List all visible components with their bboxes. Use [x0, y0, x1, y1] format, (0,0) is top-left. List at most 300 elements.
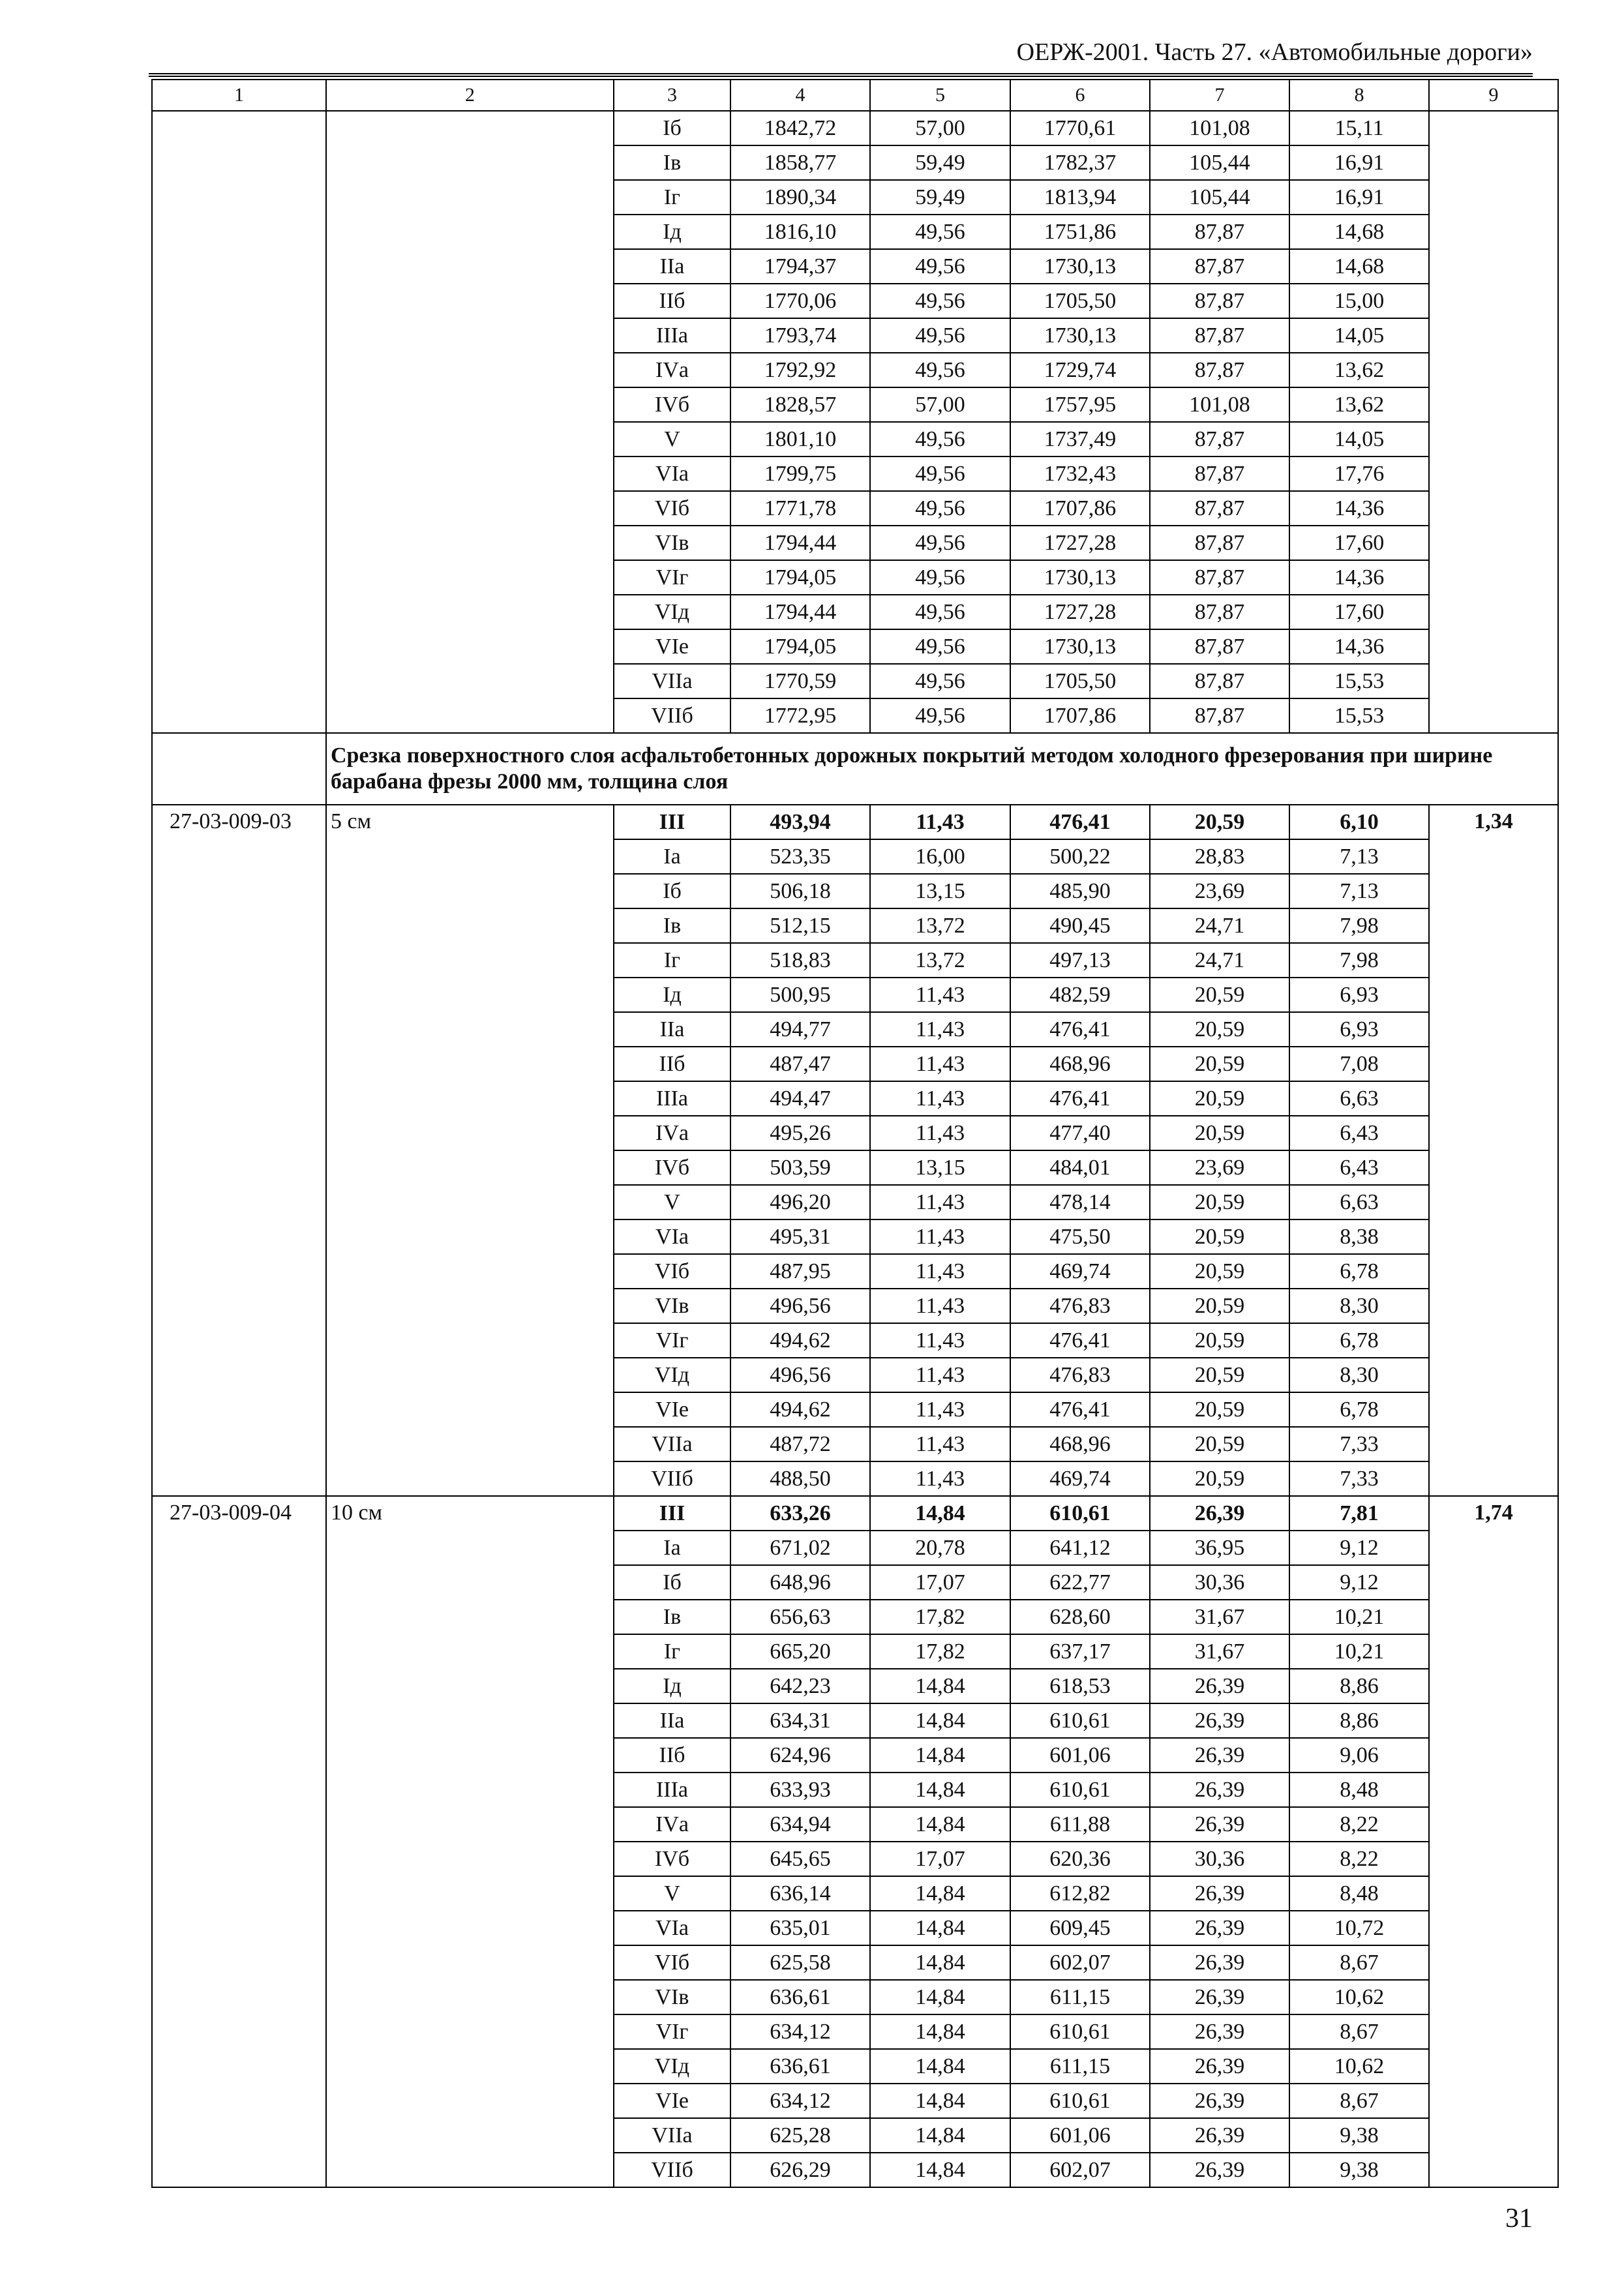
total-cost-cell: 633,93 [730, 1773, 870, 1807]
machinist-wages-cell: 23,69 [1150, 874, 1289, 908]
zone-cell: IIIа [614, 318, 730, 353]
machines-cell: 476,83 [1010, 1358, 1150, 1392]
machines-cell: 1732,43 [1010, 456, 1150, 491]
materials-cell: 7,13 [1289, 839, 1429, 874]
machines-cell: 1757,95 [1010, 387, 1150, 422]
materials-cell: 7,13 [1289, 874, 1429, 908]
materials-cell: 6,78 [1289, 1323, 1429, 1358]
machines-cell: 482,59 [1010, 978, 1150, 1012]
total-cost-cell: 1858,77 [730, 145, 870, 180]
machinist-wages-cell: 20,59 [1150, 1081, 1289, 1116]
materials-cell: 7,33 [1289, 1427, 1429, 1461]
machinist-wages-cell: 20,59 [1150, 1185, 1289, 1219]
rates-table [151, 79, 1559, 2188]
wages-cell: 49,56 [870, 698, 1010, 733]
wages-cell: 11,43 [870, 805, 1010, 839]
materials-cell: 9,12 [1289, 1531, 1429, 1565]
machines-cell: 1730,13 [1010, 318, 1150, 353]
wages-cell: 49,56 [870, 284, 1010, 318]
materials-cell: 14,68 [1289, 215, 1429, 249]
zone-cell: VIд [614, 595, 730, 629]
materials-cell: 8,86 [1289, 1669, 1429, 1703]
machinist-wages-cell: 20,59 [1150, 1392, 1289, 1427]
machines-cell: 1707,86 [1010, 491, 1150, 526]
materials-cell: 17,60 [1289, 526, 1429, 560]
materials-cell: 10,62 [1289, 2049, 1429, 2084]
materials-cell: 8,67 [1289, 2084, 1429, 2118]
materials-cell: 10,72 [1289, 1911, 1429, 1945]
zone-cell: Iд [614, 215, 730, 249]
materials-cell: 6,63 [1289, 1081, 1429, 1116]
total-cost-cell: 1794,05 [730, 560, 870, 595]
coefficient: 1,34 [1429, 805, 1558, 1496]
zone-cell: Iг [614, 943, 730, 978]
wages-cell: 49,56 [870, 456, 1010, 491]
zone-cell: IIа [614, 1703, 730, 1738]
machinist-wages-cell: 20,59 [1150, 1461, 1289, 1496]
machines-cell: 484,01 [1010, 1150, 1150, 1185]
materials-cell: 13,62 [1289, 353, 1429, 387]
total-cost-cell: 636,14 [730, 1876, 870, 1911]
wages-cell: 11,43 [870, 1323, 1010, 1358]
total-cost-cell: 493,94 [730, 805, 870, 839]
wages-cell: 11,43 [870, 1427, 1010, 1461]
materials-cell: 6,10 [1289, 805, 1429, 839]
total-cost-cell: 626,29 [730, 2153, 870, 2187]
column-number: 9 [1429, 80, 1558, 111]
machinist-wages-cell: 26,39 [1150, 1980, 1289, 2014]
zone-cell: IVб [614, 1150, 730, 1185]
total-cost-cell: 1792,92 [730, 353, 870, 387]
machines-cell: 610,61 [1010, 1703, 1150, 1738]
zone-cell: IVб [614, 387, 730, 422]
zone-cell: IIб [614, 1738, 730, 1773]
machinist-wages-cell: 26,39 [1150, 1945, 1289, 1980]
zone-cell: VIIб [614, 2153, 730, 2187]
materials-cell: 16,91 [1289, 145, 1429, 180]
machines-cell: 485,90 [1010, 874, 1150, 908]
zone-cell: V [614, 1185, 730, 1219]
zone-cell: IVа [614, 1116, 730, 1150]
total-cost-cell: 506,18 [730, 874, 870, 908]
machinist-wages-cell: 87,87 [1150, 698, 1289, 733]
wages-cell: 14,84 [870, 2153, 1010, 2187]
machinist-wages-cell: 105,44 [1150, 145, 1289, 180]
machinist-wages-cell: 87,87 [1150, 318, 1289, 353]
total-cost-cell: 636,61 [730, 2049, 870, 2084]
machines-cell: 1729,74 [1010, 353, 1150, 387]
section-title: Срезка поверхностного слоя асфальтобетонных дорожных покрытий методом холодного фрезерования при ширине барабана фрезы 2000 мм, толщина слоя [326, 733, 1558, 805]
wages-cell: 49,56 [870, 249, 1010, 284]
total-cost-cell: 636,61 [730, 1980, 870, 2014]
wages-cell: 11,43 [870, 1081, 1010, 1116]
wages-cell: 49,56 [870, 422, 1010, 456]
total-cost-cell: 1770,06 [730, 284, 870, 318]
materials-cell: 17,60 [1289, 595, 1429, 629]
machinist-wages-cell: 20,59 [1150, 1323, 1289, 1358]
machinist-wages-cell: 31,67 [1150, 1634, 1289, 1669]
machines-cell: 1727,28 [1010, 526, 1150, 560]
machinist-wages-cell: 26,39 [1150, 1496, 1289, 1531]
total-cost-cell: 494,62 [730, 1392, 870, 1427]
wages-cell: 14,84 [870, 1876, 1010, 1911]
total-cost-cell: 495,31 [730, 1219, 870, 1254]
wages-cell: 14,84 [870, 1773, 1010, 1807]
materials-cell: 14,36 [1289, 629, 1429, 664]
machinist-wages-cell: 26,39 [1150, 1911, 1289, 1945]
wages-cell: 13,72 [870, 943, 1010, 978]
machinist-wages-cell: 87,87 [1150, 664, 1289, 698]
machinist-wages-cell: 26,39 [1150, 1703, 1289, 1738]
machines-cell: 478,14 [1010, 1185, 1150, 1219]
total-cost-cell: 1794,37 [730, 249, 870, 284]
total-cost-cell: 671,02 [730, 1531, 870, 1565]
machines-cell: 476,83 [1010, 1289, 1150, 1323]
machines-cell: 500,22 [1010, 839, 1150, 874]
materials-cell: 15,53 [1289, 664, 1429, 698]
wages-cell: 16,00 [870, 839, 1010, 874]
zone-cell: IIб [614, 1047, 730, 1081]
machinist-wages-cell: 26,39 [1150, 2084, 1289, 2118]
machines-cell: 622,77 [1010, 1565, 1150, 1600]
wages-cell: 13,72 [870, 908, 1010, 943]
zone-cell: VIв [614, 1289, 730, 1323]
materials-cell: 7,98 [1289, 908, 1429, 943]
machines-cell: 475,50 [1010, 1219, 1150, 1254]
machinist-wages-cell: 26,39 [1150, 2153, 1289, 2187]
wages-cell: 11,43 [870, 1358, 1010, 1392]
header-double-rule [149, 73, 1533, 77]
table-row [152, 1496, 1558, 1531]
machines-cell: 601,06 [1010, 1738, 1150, 1773]
machines-cell: 1705,50 [1010, 284, 1150, 318]
wages-cell: 11,43 [870, 1185, 1010, 1219]
machinist-wages-cell: 26,39 [1150, 1738, 1289, 1773]
wages-cell: 14,84 [870, 1980, 1010, 2014]
machinist-wages-cell: 87,87 [1150, 215, 1289, 249]
zone-cell: VIIа [614, 664, 730, 698]
materials-cell: 8,38 [1289, 1219, 1429, 1254]
machinist-wages-cell: 87,87 [1150, 526, 1289, 560]
wages-cell: 14,84 [870, 1807, 1010, 1842]
zone-cell: VIд [614, 2049, 730, 2084]
total-cost-cell: 634,12 [730, 2014, 870, 2049]
total-cost-cell: 1770,59 [730, 664, 870, 698]
wages-cell: 14,84 [870, 1703, 1010, 1738]
total-cost-cell: 634,94 [730, 1807, 870, 1842]
wages-cell: 14,84 [870, 1911, 1010, 1945]
machinist-wages-cell: 101,08 [1150, 387, 1289, 422]
machinist-wages-cell: 20,59 [1150, 1427, 1289, 1461]
zone-cell: VIе [614, 1392, 730, 1427]
machinist-wages-cell: 87,87 [1150, 353, 1289, 387]
materials-cell: 16,91 [1289, 180, 1429, 215]
total-cost-cell: 1801,10 [730, 422, 870, 456]
materials-cell: 6,43 [1289, 1116, 1429, 1150]
materials-cell: 6,78 [1289, 1392, 1429, 1427]
total-cost-cell: 487,95 [730, 1254, 870, 1289]
materials-cell: 7,81 [1289, 1496, 1429, 1531]
wages-cell: 17,82 [870, 1634, 1010, 1669]
machines-cell: 1705,50 [1010, 664, 1150, 698]
materials-cell: 10,21 [1289, 1600, 1429, 1634]
section-code-cell [152, 733, 326, 805]
machinist-wages-cell: 20,59 [1150, 978, 1289, 1012]
machines-cell: 490,45 [1010, 908, 1150, 943]
materials-cell: 14,68 [1289, 249, 1429, 284]
materials-cell: 14,05 [1289, 318, 1429, 353]
machinist-wages-cell: 87,87 [1150, 456, 1289, 491]
machinist-wages-cell: 26,39 [1150, 1669, 1289, 1703]
machinist-wages-cell: 31,67 [1150, 1600, 1289, 1634]
total-cost-cell: 645,65 [730, 1842, 870, 1876]
machines-cell: 476,41 [1010, 1012, 1150, 1047]
machines-cell: 1707,86 [1010, 698, 1150, 733]
materials-cell: 10,21 [1289, 1634, 1429, 1669]
materials-cell: 14,05 [1289, 422, 1429, 456]
column-number: 1 [152, 80, 326, 111]
machines-cell: 610,61 [1010, 2014, 1150, 2049]
materials-cell: 15,00 [1289, 284, 1429, 318]
wages-cell: 11,43 [870, 1289, 1010, 1323]
wages-cell: 14,84 [870, 2118, 1010, 2153]
materials-cell: 10,62 [1289, 1980, 1429, 2014]
machines-cell: 468,96 [1010, 1047, 1150, 1081]
materials-cell: 9,38 [1289, 2118, 1429, 2153]
section-header-row [152, 733, 1558, 805]
materials-cell: 8,67 [1289, 1945, 1429, 1980]
wages-cell: 49,56 [870, 526, 1010, 560]
materials-cell: 6,93 [1289, 1012, 1429, 1047]
total-cost-cell: 634,31 [730, 1703, 870, 1738]
total-cost-cell: 1771,78 [730, 491, 870, 526]
zone-cell: VIе [614, 2084, 730, 2118]
layer-thickness: 5 см [326, 805, 614, 1496]
total-cost-cell: 625,58 [730, 1945, 870, 1980]
zone-cell: Iв [614, 145, 730, 180]
machinist-wages-cell: 20,59 [1150, 1289, 1289, 1323]
zone-cell: IIIа [614, 1081, 730, 1116]
materials-cell: 8,67 [1289, 2014, 1429, 2049]
machinist-wages-cell: 87,87 [1150, 491, 1289, 526]
zone-cell: IIа [614, 249, 730, 284]
rate-code: 27-03-009-03 [152, 805, 326, 1496]
zone-cell: Iа [614, 839, 730, 874]
wages-cell: 11,43 [870, 1461, 1010, 1496]
total-cost-cell: 624,96 [730, 1738, 870, 1773]
column-number: 4 [730, 80, 870, 111]
total-cost-cell: 496,56 [730, 1289, 870, 1323]
zone-cell: Iб [614, 874, 730, 908]
machinist-wages-cell: 20,59 [1150, 1012, 1289, 1047]
column-number: 5 [870, 80, 1010, 111]
machinist-wages-cell: 26,39 [1150, 2118, 1289, 2153]
machines-cell: 468,96 [1010, 1427, 1150, 1461]
materials-cell: 8,30 [1289, 1289, 1429, 1323]
wages-cell: 20,78 [870, 1531, 1010, 1565]
materials-cell: 6,63 [1289, 1185, 1429, 1219]
total-cost-cell: 494,62 [730, 1323, 870, 1358]
machinist-wages-cell: 87,87 [1150, 629, 1289, 664]
zone-cell: VIд [614, 1358, 730, 1392]
zone-cell: VIб [614, 1945, 730, 1980]
wages-cell: 49,56 [870, 595, 1010, 629]
machines-cell: 637,17 [1010, 1634, 1150, 1669]
machinist-wages-cell: 24,71 [1150, 943, 1289, 978]
zone-cell: Iв [614, 908, 730, 943]
machines-cell: 1730,13 [1010, 249, 1150, 284]
total-cost-cell: 1794,44 [730, 526, 870, 560]
wages-cell: 14,84 [870, 1738, 1010, 1773]
zone-cell: VIа [614, 1911, 730, 1945]
total-cost-cell: 487,72 [730, 1427, 870, 1461]
materials-cell: 7,08 [1289, 1047, 1429, 1081]
wages-cell: 59,49 [870, 145, 1010, 180]
zone-cell: VIе [614, 629, 730, 664]
machinist-wages-cell: 26,39 [1150, 1807, 1289, 1842]
zone-cell: VIIа [614, 1427, 730, 1461]
wages-cell: 17,82 [870, 1600, 1010, 1634]
zone-cell: VIIб [614, 1461, 730, 1496]
machinist-wages-cell: 87,87 [1150, 249, 1289, 284]
materials-cell: 9,12 [1289, 1565, 1429, 1600]
zone-cell: Iб [614, 111, 730, 145]
thickness-cell [326, 111, 614, 733]
machines-cell: 628,60 [1010, 1600, 1150, 1634]
total-cost-cell: 1794,05 [730, 629, 870, 664]
materials-cell: 6,78 [1289, 1254, 1429, 1289]
machinist-wages-cell: 20,59 [1150, 1254, 1289, 1289]
wages-cell: 11,43 [870, 1012, 1010, 1047]
total-cost-cell: 1842,72 [730, 111, 870, 145]
machinist-wages-cell: 30,36 [1150, 1565, 1289, 1600]
total-cost-cell: 665,20 [730, 1634, 870, 1669]
machines-cell: 611,88 [1010, 1807, 1150, 1842]
total-cost-cell: 1828,57 [730, 387, 870, 422]
wages-cell: 17,07 [870, 1565, 1010, 1600]
wages-cell: 57,00 [870, 387, 1010, 422]
column-number: 7 [1150, 80, 1289, 111]
wages-cell: 17,07 [870, 1842, 1010, 1876]
machines-cell: 1813,94 [1010, 180, 1150, 215]
machines-cell: 618,53 [1010, 1669, 1150, 1703]
column-number: 2 [326, 80, 614, 111]
column-number-row [152, 80, 1558, 111]
machinist-wages-cell: 26,39 [1150, 2014, 1289, 2049]
materials-cell: 17,76 [1289, 456, 1429, 491]
code-cell [152, 111, 326, 733]
wages-cell: 49,56 [870, 215, 1010, 249]
total-cost-cell: 487,47 [730, 1047, 870, 1081]
total-cost-cell: 1794,44 [730, 595, 870, 629]
total-cost-cell: 648,96 [730, 1565, 870, 1600]
machinist-wages-cell: 23,69 [1150, 1150, 1289, 1185]
machines-cell: 476,41 [1010, 1323, 1150, 1358]
zone-cell: IVб [614, 1842, 730, 1876]
machines-cell: 1751,86 [1010, 215, 1150, 249]
machinist-wages-cell: 24,71 [1150, 908, 1289, 943]
zone-cell: V [614, 1876, 730, 1911]
machines-cell: 610,61 [1010, 1496, 1150, 1531]
wages-cell: 13,15 [870, 1150, 1010, 1185]
zone-cell: VIIб [614, 698, 730, 733]
materials-cell: 14,36 [1289, 560, 1429, 595]
wages-cell: 49,56 [870, 318, 1010, 353]
total-cost-cell: 503,59 [730, 1150, 870, 1185]
machinist-wages-cell: 26,39 [1150, 2049, 1289, 2084]
zone-cell: Iг [614, 180, 730, 215]
zone-cell: IIIа [614, 1773, 730, 1807]
total-cost-cell: 642,23 [730, 1669, 870, 1703]
wages-cell: 14,84 [870, 1669, 1010, 1703]
machines-cell: 1727,28 [1010, 595, 1150, 629]
materials-cell: 15,53 [1289, 698, 1429, 733]
wages-cell: 13,15 [870, 874, 1010, 908]
zone-cell: VIв [614, 526, 730, 560]
zone-cell: III [614, 1496, 730, 1531]
machines-cell: 620,36 [1010, 1842, 1150, 1876]
machines-cell: 476,41 [1010, 1392, 1150, 1427]
materials-cell: 8,22 [1289, 1807, 1429, 1842]
wages-cell: 14,84 [870, 2084, 1010, 2118]
materials-cell: 9,06 [1289, 1738, 1429, 1773]
wages-cell: 11,43 [870, 1392, 1010, 1427]
materials-cell: 7,98 [1289, 943, 1429, 978]
wages-cell: 11,43 [870, 1254, 1010, 1289]
total-cost-cell: 495,26 [730, 1116, 870, 1150]
machines-cell: 469,74 [1010, 1461, 1150, 1496]
materials-cell: 7,33 [1289, 1461, 1429, 1496]
wages-cell: 49,56 [870, 629, 1010, 664]
zone-cell: Iд [614, 1669, 730, 1703]
zone-cell: VIб [614, 1254, 730, 1289]
zone-cell: VIIа [614, 2118, 730, 2153]
page-number: 31 [1505, 2204, 1533, 2234]
machinist-wages-cell: 30,36 [1150, 1842, 1289, 1876]
wages-cell: 11,43 [870, 1219, 1010, 1254]
materials-cell: 13,62 [1289, 387, 1429, 422]
zone-cell: Iв [614, 1600, 730, 1634]
materials-cell: 8,48 [1289, 1876, 1429, 1911]
wages-cell: 57,00 [870, 111, 1010, 145]
total-cost-cell: 656,63 [730, 1600, 870, 1634]
total-cost-cell: 1793,74 [730, 318, 870, 353]
machinist-wages-cell: 26,39 [1150, 1773, 1289, 1807]
page-header-title: ОЕРЖ-2001. Часть 27. «Автомобильные дороги» [1016, 38, 1533, 66]
wages-cell: 11,43 [870, 978, 1010, 1012]
machines-cell: 477,40 [1010, 1116, 1150, 1150]
wages-cell: 59,49 [870, 180, 1010, 215]
total-cost-cell: 518,83 [730, 943, 870, 978]
materials-cell: 14,36 [1289, 491, 1429, 526]
total-cost-cell: 1772,95 [730, 698, 870, 733]
machinist-wages-cell: 36,95 [1150, 1531, 1289, 1565]
coefficient: 1,74 [1429, 1496, 1558, 2187]
machinist-wages-cell: 105,44 [1150, 180, 1289, 215]
wages-cell: 14,84 [870, 1945, 1010, 1980]
wages-cell: 14,84 [870, 2049, 1010, 2084]
total-cost-cell: 512,15 [730, 908, 870, 943]
total-cost-cell: 633,26 [730, 1496, 870, 1531]
machinist-wages-cell: 20,59 [1150, 1047, 1289, 1081]
wages-cell: 14,84 [870, 2014, 1010, 2049]
zone-cell: VIг [614, 560, 730, 595]
machines-cell: 1737,49 [1010, 422, 1150, 456]
machines-cell: 611,15 [1010, 1980, 1150, 2014]
total-cost-cell: 523,35 [730, 839, 870, 874]
zone-cell: VIа [614, 456, 730, 491]
wages-cell: 49,56 [870, 664, 1010, 698]
